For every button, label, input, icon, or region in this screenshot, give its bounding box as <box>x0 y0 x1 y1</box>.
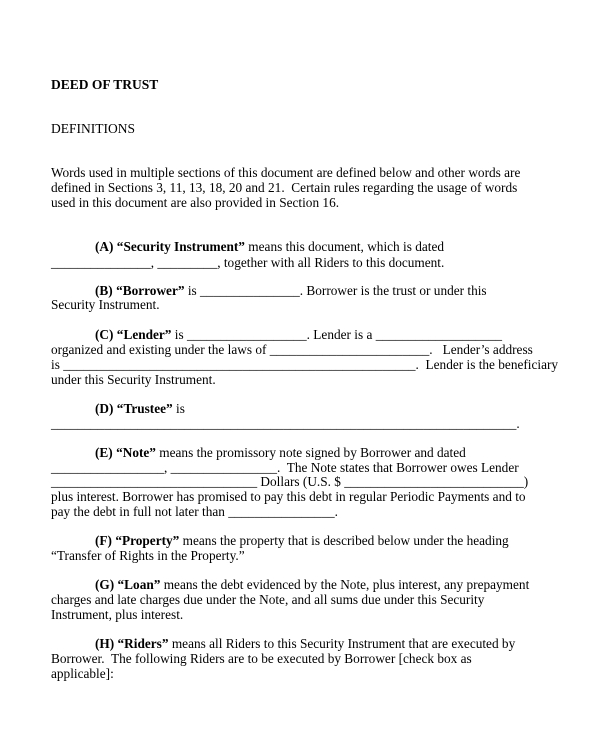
defined-term: “Trustee” <box>116 401 173 416</box>
intro-line: Words used in multiple sections of this document are defined below and other words are <box>51 165 521 180</box>
definition-line: Security Instrument. <box>51 297 160 312</box>
definition-text: means this document, which is dated <box>244 239 445 254</box>
defined-term: “Borrower” <box>116 283 185 298</box>
definition-text: is <box>172 401 185 416</box>
definition-label: (E) <box>95 445 113 460</box>
definition-line: applicable]: <box>51 666 114 681</box>
section-heading: DEFINITIONS <box>51 121 135 136</box>
definition-text: means the property that is described below under the heading <box>179 533 509 548</box>
definition-text: is __________________. Lender is a ___________________ <box>171 327 503 342</box>
definition-line: plus interest. Borrower has promised to pay this debt in regular Periodic Payments and to <box>51 489 526 504</box>
defined-term: “Loan” <box>117 577 161 592</box>
definition-g <box>95 578 529 591</box>
definition-line: pay the debt in full not later than ________________. <box>51 504 338 519</box>
defined-term: “Property” <box>115 533 180 548</box>
definition-text: is _______________. Borrower is the trust or under this <box>184 283 487 298</box>
document-title: DEED OF TRUST <box>51 77 159 92</box>
definition-line: Borrower. The following Riders are to be executed by Borrower [check box as <box>51 651 472 666</box>
intro-line: defined in Sections 3, 11, 13, 18, 20 and 21. Certain rules regarding the usage of words <box>51 180 518 195</box>
definition-label: (G) <box>95 577 115 592</box>
definition-text: means all Riders to this Security Instrument that are executed by <box>168 636 516 651</box>
definition-line: “Transfer of Rights in the Property.” <box>51 548 245 563</box>
definition-label: (A) <box>95 239 114 254</box>
intro-line: used in this document are also provided in Section 16. <box>51 195 340 210</box>
definition-line: is _____________________________________________________. Lender is the beneficiary <box>51 357 559 372</box>
definition-line: organized and existing under the laws of ________________________. Lender’s address <box>51 342 533 357</box>
definition-label: (H) <box>95 636 115 651</box>
defined-term: “Security Instrument” <box>116 239 245 254</box>
defined-term: “Lender” <box>116 327 172 342</box>
definition-label: (B) <box>95 283 113 298</box>
definition-d <box>95 402 185 415</box>
definition-label: (F) <box>95 533 112 548</box>
definition-b <box>95 284 487 297</box>
definition-e <box>95 446 466 459</box>
definition-f <box>95 534 509 547</box>
definition-text: means the promissory note signed by Borrower and dated <box>155 445 466 460</box>
definition-line: under this Security Instrument. <box>51 372 216 387</box>
definition-line: _______________, _________, together with all Riders to this document. <box>51 255 445 270</box>
definition-c <box>95 328 502 341</box>
definition-a <box>95 240 444 253</box>
defined-term: “Riders” <box>117 636 169 651</box>
definition-label: (D) <box>95 401 114 416</box>
definition-line: Instrument, plus interest. <box>51 607 184 622</box>
definition-text: means the debt evidenced by the Note, plus interest, any prepayment <box>160 577 530 592</box>
defined-term: “Note” <box>116 445 156 460</box>
definition-line: charges and late charges due under the Note, and all sums due under this Security <box>51 592 485 607</box>
definition-line: ______________________________________________________________________. <box>51 416 520 431</box>
definition-h <box>95 637 515 650</box>
definition-line: _________________, ________________. The Note states that Borrower owes Lender <box>51 460 519 475</box>
definition-line: _______________________________ Dollars (U.S. $ ___________________________) <box>51 474 529 489</box>
definition-label: (C) <box>95 327 114 342</box>
